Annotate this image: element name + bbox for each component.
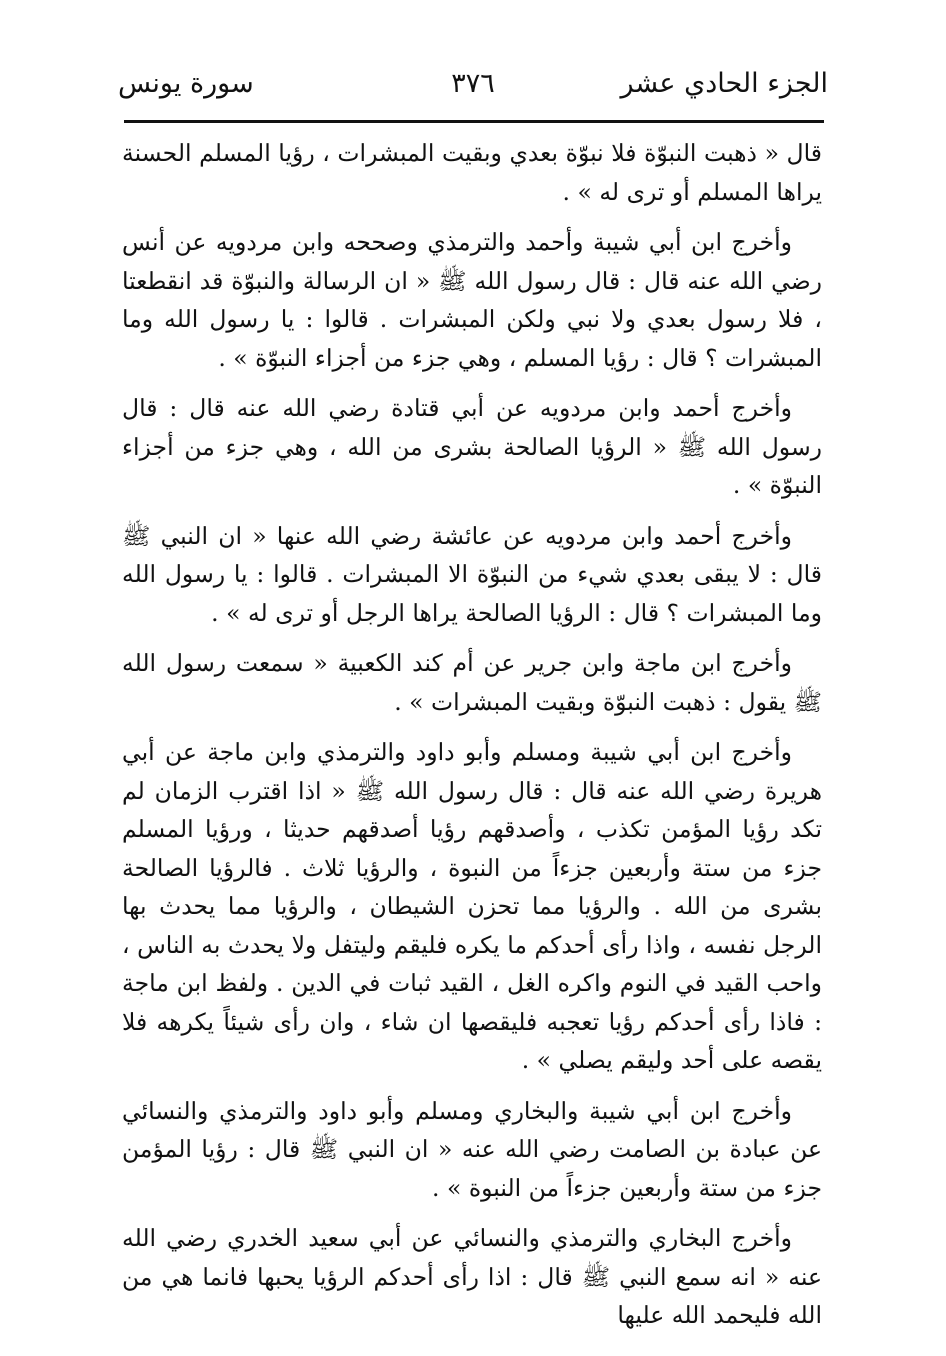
- header-rule: [124, 120, 824, 123]
- paragraph: وأخرج أحمد وابن مردويه عن عائشة رضي الله عنها « ان النبي ﷺ قال : لا يبقى بعدي شيء من النبوّة الا المبشرات . قالوا : يا رسول الله وما المبشرات ؟ قال : الرؤيا الصالحة يراها الرجل أو ترى له » .: [122, 521, 822, 627]
- page-body: [122, 134, 822, 1347]
- part-title: الجزء الحادي عشر: [620, 68, 828, 99]
- paragraph: وأخرج ابن ماجة وابن جرير عن أم كند الكعبية « سمعت رسول الله ﷺ يقول : ذهبت النبوّة وبقيت المبشرات » .: [122, 649, 822, 716]
- paragraph: وأخرج البخاري والترمذي والنسائي عن أبي سعيد الخدري رضي الله عنه « انه سمع النبي ﷺ قال : اذا رأى أحدكم الرؤيا يحبها فانما هي من الله فليحمد الله عليها: [122, 1224, 822, 1329]
- paragraph-continued: قال « ذهبت النبوّة فلا نبوّة بعدي وبقيت المبشرات ، رؤيا المسلم الحسنة يراها المسلم أو ترى له » .: [122, 139, 822, 206]
- paragraph: وأخرج ابن أبي شيبة وأحمد والترمذي وصححه وابن مردويه عن أنس رضي الله عنه قال : قال رسول الله ﷺ « ان الرسالة والنبوّة قد انقطعتا ، فلا رسول بعدي ولا نبي ولكن المبشرات . قالوا : يا رسول الله وما المبشرات ؟ قال : رؤيا المسلم ، وهي جزء من أجزاء النبوّة » .: [122, 228, 822, 372]
- surah-title: سورة يونس: [118, 68, 254, 99]
- running-header: [118, 62, 828, 106]
- page-number: ٣٧٦: [451, 68, 495, 99]
- paragraph: وأخرج أحمد وابن مردويه عن أبي قتادة رضي الله عنه قال : قال رسول الله ﷺ « الرؤيا الصالحة بشرى من الله ، وهي جزء من أجزاء النبوّة » .: [122, 394, 822, 499]
- paragraph: وأخرج ابن أبي شيبة ومسلم وأبو داود والترمذي وابن ماجة عن أبي هريرة رضي الله عنه قال : قال رسول الله ﷺ « اذا اقترب الزمان لم تكد رؤيا المؤمن تكذب ، وأصدقهم رؤيا أصدقهم حديثا ، ورؤيا المسلم جزء من ستة وأربعين جزءاً من النبوة ، والرؤيا ثلاث . فالرؤيا الصالحة بشرى من الله . والرؤيا مما تحزن الشيطان ، والرؤيا مما يحدث بها الرجل نفسه ، واذا رأى أحدكم ما يكره فليقم وليتفل ولا يحدث به الناس ، واحب القيد في النوم واكره الغل ، القيد ثبات في الدين . ولفظ ابن ماجة : فاذا رأى أحدكم رؤيا تعجبه فليقصها ان شاء ، وان رأى شيئاً يكرهه فلا يقصه على أحد وليقم يصلي » .: [122, 738, 822, 1074]
- paragraph: وأخرج ابن أبي شيبة والبخاري ومسلم وأبو داود والترمذي والنسائي عن عبادة بن الصامت رضي الله عنه « ان النبي ﷺ قال : رؤيا المؤمن جزء من ستة وأربعين جزءاً من النبوة » .: [122, 1096, 822, 1202]
